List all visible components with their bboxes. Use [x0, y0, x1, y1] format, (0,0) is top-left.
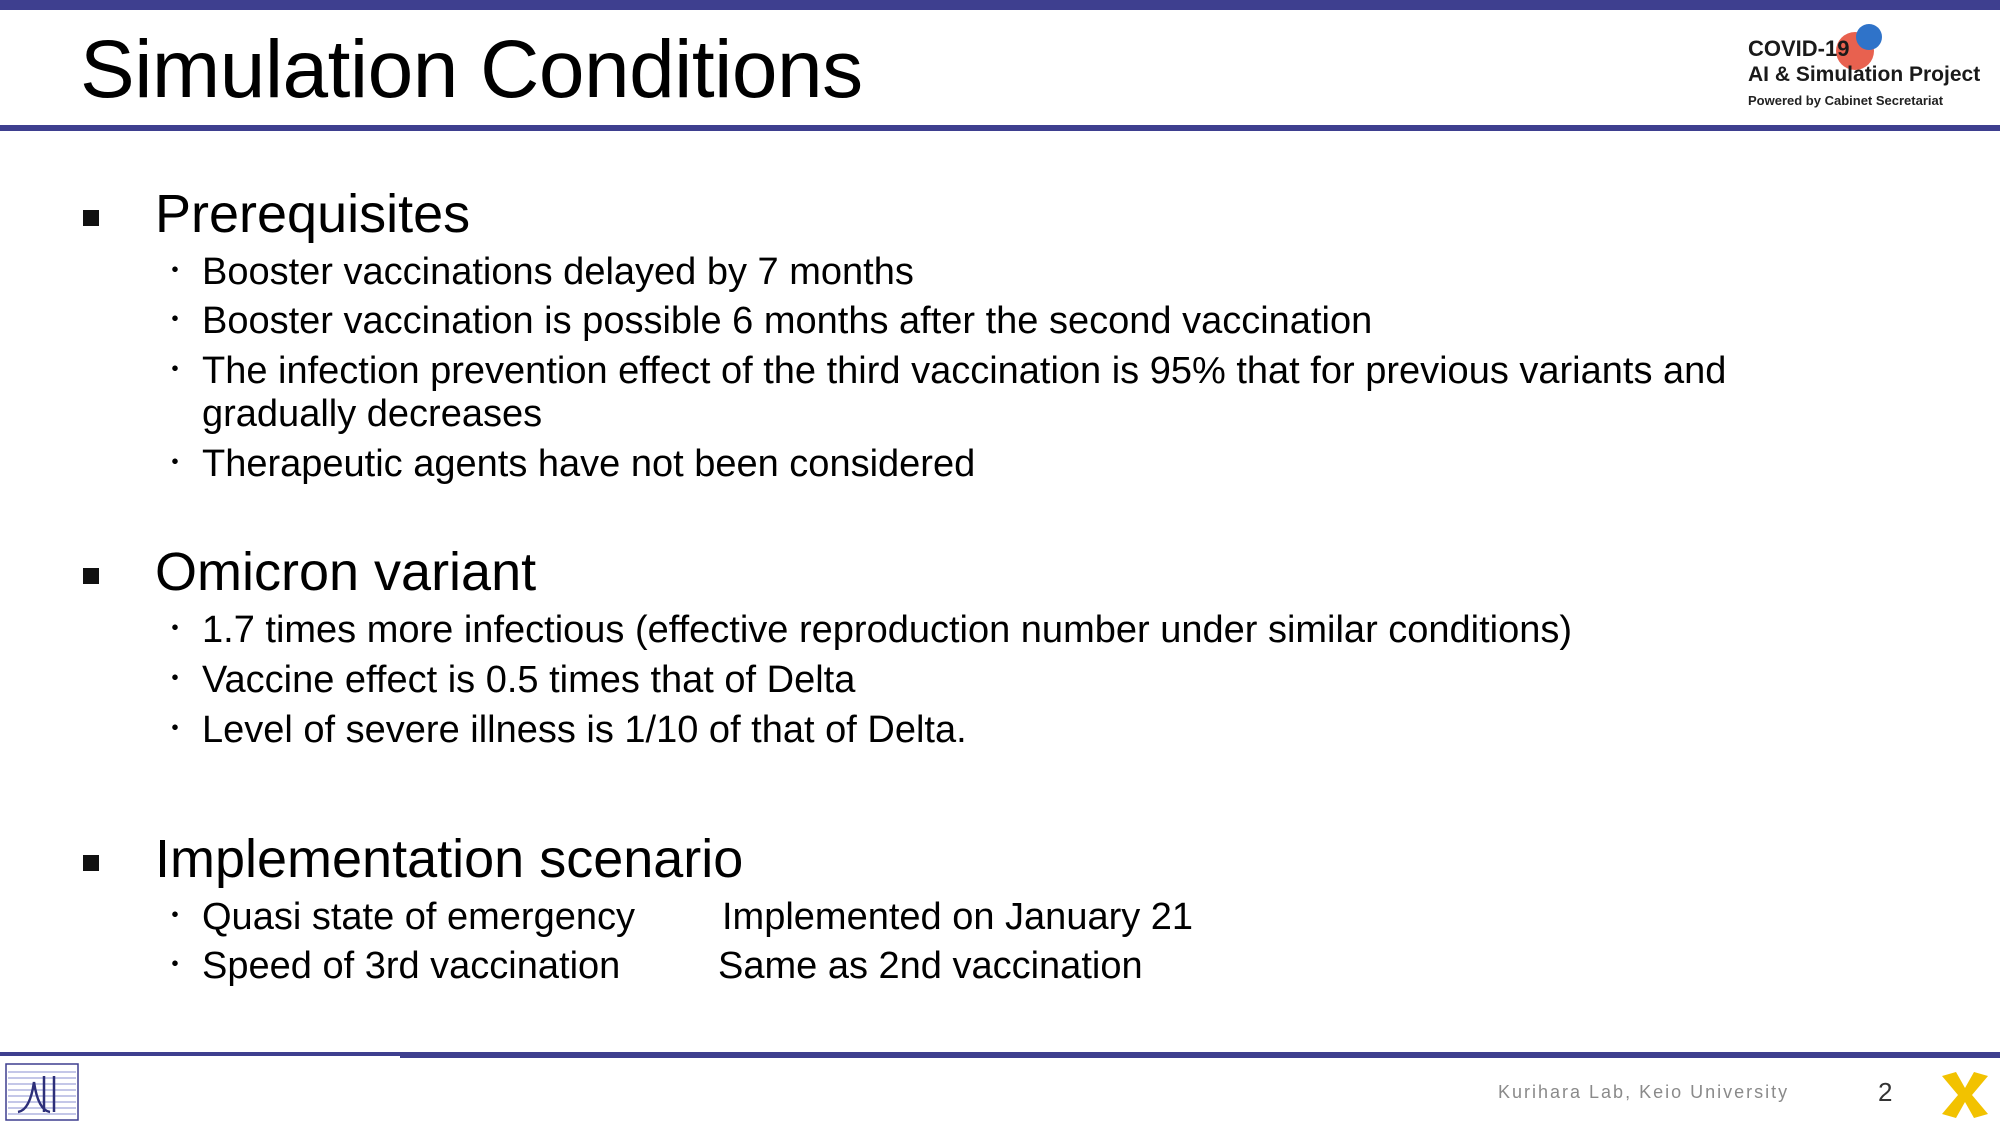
- section-heading: Implementation scenario: [155, 829, 744, 889]
- scenario-value: Implemented on January 21: [722, 896, 1194, 938]
- square-bullet-icon: [83, 210, 99, 226]
- page-number: 2: [1878, 1077, 1893, 1107]
- list-item: Booster vaccination is possible 6 months after the second vaccination: [202, 300, 1373, 342]
- header-divider: [0, 125, 2000, 131]
- list-item: The infection prevention effect of the third vaccination is 95% that for previous variants and: [202, 350, 1727, 392]
- dot-bullet-icon: ・: [160, 900, 190, 933]
- logo-blue-dot: [1856, 24, 1882, 50]
- logo-tagline: Powered by Cabinet Secretariat: [1748, 93, 1944, 108]
- dot-bullet-icon: ・: [160, 613, 190, 646]
- logo-title: COVID-19: [1748, 36, 1850, 61]
- list-item: Therapeutic agents have not been considered: [202, 443, 976, 485]
- scenario-label: Speed of 3rd vaccination: [202, 945, 621, 987]
- footer-divider: [400, 1052, 2000, 1058]
- list-item: Level of severe illness is 1/10 of that of Delta.: [202, 709, 967, 751]
- scenario-value: Same as 2nd vaccination: [718, 945, 1143, 987]
- dot-bullet-icon: ・: [160, 713, 190, 746]
- dot-bullet-icon: ・: [160, 949, 190, 982]
- dot-bullet-icon: ・: [160, 354, 190, 387]
- square-bullet-icon: [83, 568, 99, 584]
- x-cross-icon: [1938, 1068, 1992, 1122]
- page-title: Simulation Conditions: [80, 24, 863, 115]
- scenario-label: Quasi state of emergency: [202, 896, 635, 938]
- section-heading: Prerequisites: [155, 184, 471, 244]
- section-heading: Omicron variant: [155, 542, 537, 602]
- top-accent-bar: [0, 0, 2000, 10]
- footer-credit: Kurihara Lab, Keio University: [1498, 1082, 1790, 1102]
- list-item: 1.7 times more infectious (effective reproduction number under similar conditions): [202, 609, 1573, 651]
- dot-bullet-icon: ・: [160, 304, 190, 337]
- list-item: Vaccine effect is 0.5 times that of Delta: [202, 659, 856, 701]
- square-bullet-icon: [83, 855, 99, 871]
- list-item-continuation: gradually decreases: [202, 393, 543, 435]
- dot-bullet-icon: ・: [160, 255, 190, 288]
- footer-divider-left: [0, 1052, 400, 1056]
- dot-bullet-icon: ・: [160, 447, 190, 480]
- dot-bullet-icon: ・: [160, 663, 190, 696]
- lab-logo-icon: [4, 1062, 80, 1122]
- list-item: Booster vaccinations delayed by 7 months: [202, 251, 914, 293]
- logo-subtitle: AI & Simulation Project: [1748, 63, 1981, 86]
